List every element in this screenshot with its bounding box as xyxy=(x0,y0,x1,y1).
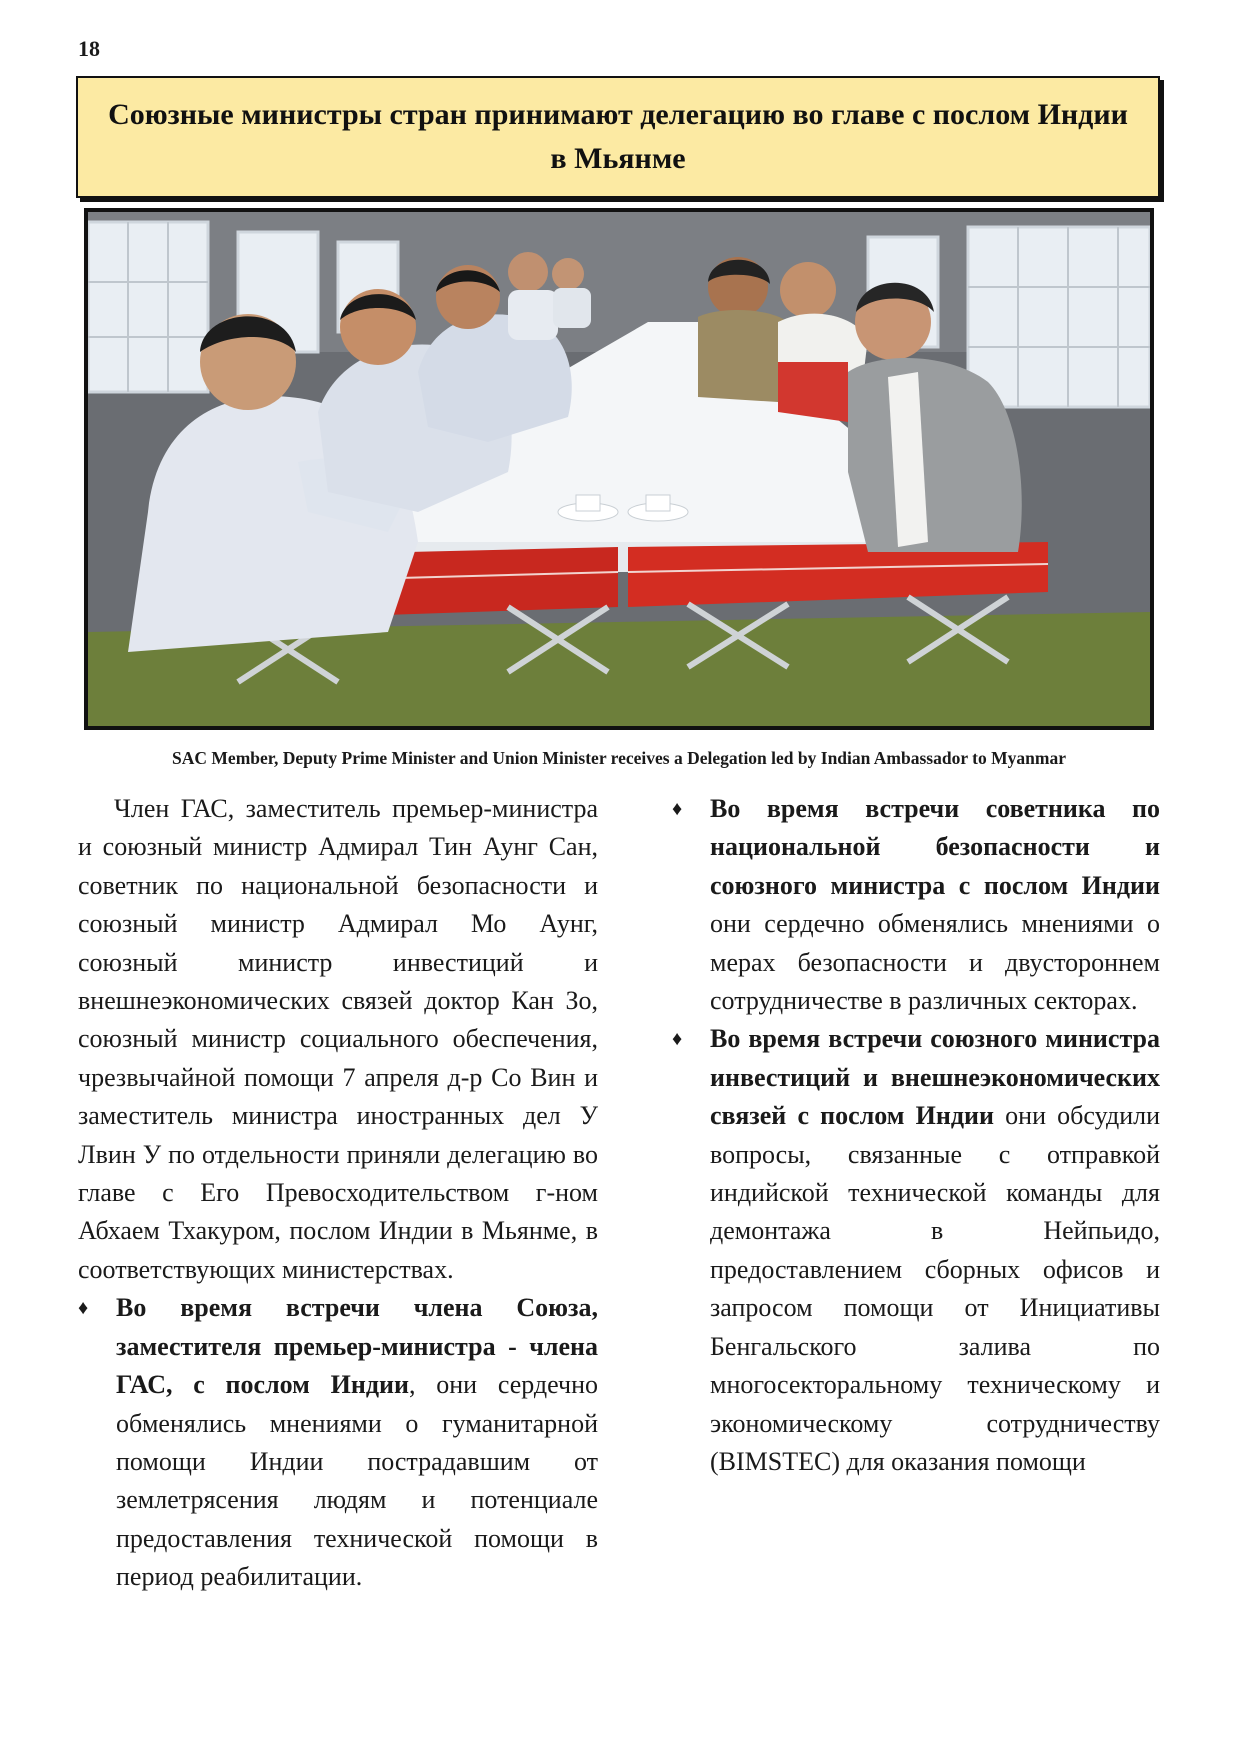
page-number: 18 xyxy=(78,36,100,61)
diamond-bullet-icon: ♦ xyxy=(78,1297,89,1320)
diamond-bullet-icon: ♦ xyxy=(672,798,683,820)
bullet-list-right xyxy=(672,790,1160,1481)
meeting-photo-illustration xyxy=(88,212,1150,726)
meeting-photo xyxy=(84,208,1154,730)
diamond-bullet-icon: ♦ xyxy=(672,1028,683,1051)
bullet-lead: Во время встречи советника по национальной безопасности и союзного министра с послом Индии xyxy=(710,794,1160,900)
article-title: Союзные министры стран принимают делегацию во главе с послом Индии в Мьянме xyxy=(108,98,1128,175)
title-box xyxy=(76,76,1160,198)
bullet-list-left xyxy=(78,1289,598,1596)
list-item xyxy=(672,790,1160,1020)
bullet-text: , они сердечно обменялись мнениями о гуманитарной помощи Индии пострадавшим от землетрясения людям и потенциале предоставления технической помощи в период реабилитации. xyxy=(116,1370,599,1592)
left-column xyxy=(78,790,598,1597)
bullet-lead: Во время встречи члена Союза, заместителя премьер-министра - члена ГАС, с послом Индии xyxy=(116,1293,598,1400)
list-item xyxy=(672,1020,1160,1481)
right-column xyxy=(672,790,1160,1481)
photo-caption: SAC Member, Deputy Prime Minister and Union Minister receives a Delegation led by Indian Ambassador to Myanmar xyxy=(172,748,1066,768)
list-item xyxy=(78,1289,598,1596)
bullet-lead: Во время встречи союзного министра инвестиций и внешнеэкономических связей с послом Индии xyxy=(710,1024,1160,1131)
intro-paragraph: Член ГАС, заместитель премьер-министра и союзный министр Адмирал Тин Аунг Сан, советник по национальной безопасности и союзный министр Адмирал Мо Аунг, союзный министр инвестиций и внешнеэкономических связей доктор Кан Зо, союзный министр социального обеспечения, чрезвычайной помощи 7 апреля д-р Со Вин и заместитель министра иностранных дел У Лвин У по отдельности приняли делегацию во главе с Его Превосходительством г-ном Абхаем Тхакуром, послом Индии в Мьянме, в соответствующих министерствах. xyxy=(78,794,598,1284)
bullet-text: они обсудили вопросы, связанные с отправкой индийской технической команды для демонтажа в Нейпьидо, предоставлением сборных офисов и запросом помощи от Инициативы Бенгальского залива по многосекторальному техническому и экономическому сотрудничеству (BIMSTEC) для оказания помощи xyxy=(710,1101,1161,1476)
bullet-text: они сердечно обменялись мнениями о мерах безопасности и двустороннем сотрудничестве в различных секторах. xyxy=(710,909,1160,1016)
